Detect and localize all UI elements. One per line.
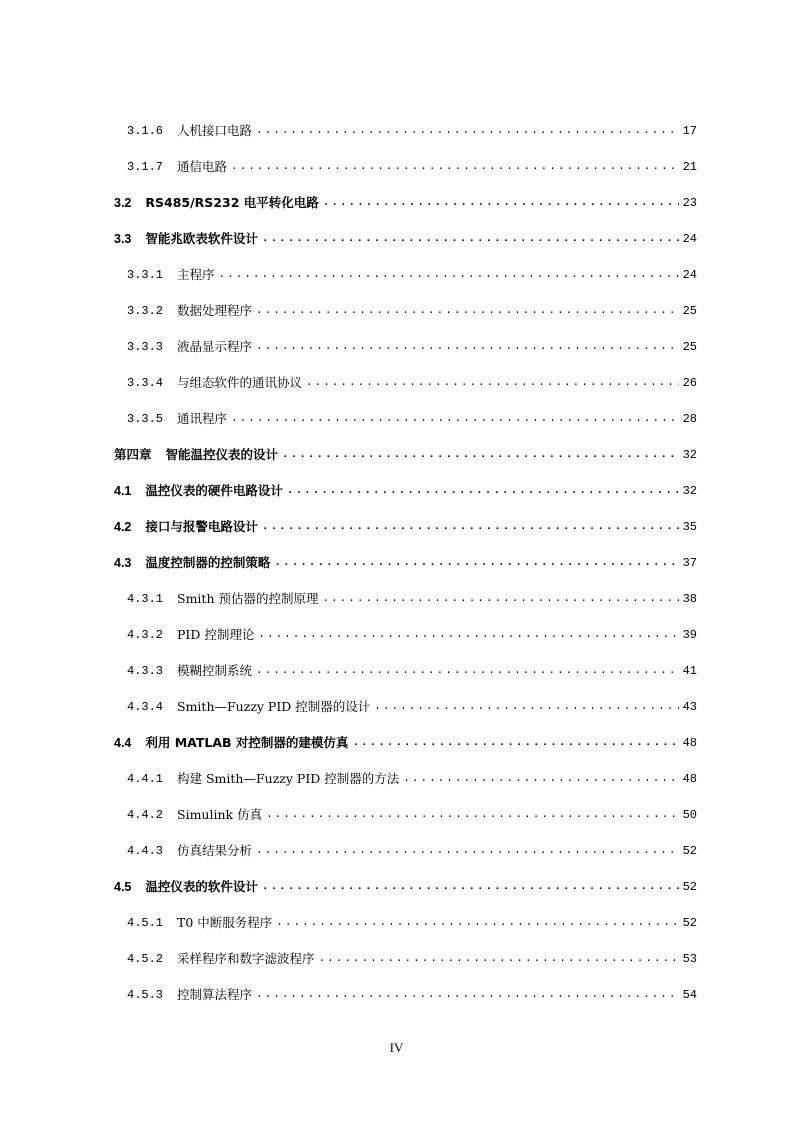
toc-entry[interactable] xyxy=(0,373,793,393)
toc-entry-content xyxy=(127,841,697,861)
toc-entry-content xyxy=(127,913,697,933)
toc-dot-leader xyxy=(256,301,679,321)
toc-page-number: 26 xyxy=(682,376,697,390)
toc-entry-content xyxy=(127,625,697,645)
toc-page-number: 25 xyxy=(682,304,697,318)
toc-page-number: 24 xyxy=(682,232,697,246)
toc-entry-content xyxy=(127,949,697,969)
toc-entry-content xyxy=(127,409,697,429)
toc-entry-content xyxy=(127,805,697,825)
toc-entry[interactable] xyxy=(0,409,793,429)
toc-page-number: 39 xyxy=(682,628,697,642)
toc-section-title: Smith 预估器的控制原理 xyxy=(177,591,319,606)
toc-entry-content xyxy=(114,877,697,897)
toc-section-title: 数据处理程序 xyxy=(177,303,253,318)
toc-entry-content xyxy=(114,445,697,465)
toc-entry[interactable] xyxy=(0,697,793,717)
toc-dot-leader xyxy=(231,409,679,429)
toc-entry[interactable] xyxy=(0,157,793,177)
toc-section-number: 3.3.2 xyxy=(127,304,164,318)
toc-entry[interactable] xyxy=(0,481,793,501)
toc-page-number: 28 xyxy=(682,412,697,426)
toc-entry-content xyxy=(127,121,697,141)
toc-entry-content xyxy=(127,337,697,357)
toc-section-title: T0 中断服务程序 xyxy=(177,915,273,930)
toc-dot-leader xyxy=(282,445,679,465)
toc-dot-leader xyxy=(352,733,678,753)
toc-entry[interactable] xyxy=(0,337,793,357)
toc-page-number: 52 xyxy=(682,880,697,894)
toc-page-number: 32 xyxy=(682,484,697,498)
toc-section-number: 4.5 xyxy=(114,880,132,894)
toc-entry-content xyxy=(114,193,697,213)
toc-page-number: 35 xyxy=(682,520,697,534)
toc-section-title: PID 控制理论 xyxy=(177,627,255,642)
toc-dot-leader xyxy=(287,481,679,501)
toc-dot-leader xyxy=(256,661,679,681)
toc-section-number: 4.5.2 xyxy=(127,952,164,966)
toc-page-number: 50 xyxy=(682,808,697,822)
toc-entry[interactable] xyxy=(0,589,793,609)
toc-page-number: 52 xyxy=(682,916,697,930)
toc-section-title: Simulink 仿真 xyxy=(177,807,263,822)
toc-entry-content xyxy=(127,589,697,609)
toc-section-title: 液晶显示程序 xyxy=(177,339,253,354)
toc-page-number: 23 xyxy=(682,196,697,210)
toc-section-number: 3.3 xyxy=(114,232,132,246)
toc-section-number: 3.1.6 xyxy=(127,124,164,138)
toc-dot-leader xyxy=(276,913,678,933)
page-number-footer: IV xyxy=(389,1040,404,1055)
toc-section-number: 4.4.3 xyxy=(127,844,164,858)
toc-entry[interactable] xyxy=(0,769,793,789)
toc-section-title: 构建 Smith—Fuzzy PID 控制器的方法 xyxy=(177,771,400,786)
toc-entry-content xyxy=(127,769,697,789)
toc-section-number: 4.3.3 xyxy=(127,664,164,678)
toc-section-number: 3.3.4 xyxy=(127,376,164,390)
toc-page-number: 17 xyxy=(682,124,697,138)
toc-section-title: 采样程序和数字滤波程序 xyxy=(177,951,315,966)
toc-dot-leader xyxy=(256,841,679,861)
toc-section-number: 4.3.1 xyxy=(127,592,164,606)
toc-entry-content xyxy=(114,517,697,537)
toc-section-title: 智能兆欧表软件设计 xyxy=(145,231,258,246)
toc-dot-leader xyxy=(323,193,679,213)
toc-section-title: 接口与报警电路设计 xyxy=(145,519,258,534)
toc-dot-leader xyxy=(258,625,678,645)
toc-entry[interactable] xyxy=(0,877,793,897)
toc-entry-content xyxy=(127,373,697,393)
toc-section-title: 智能温控仪表的设计 xyxy=(165,447,279,462)
toc-dot-leader xyxy=(306,373,679,393)
toc-entry-content xyxy=(127,985,697,1005)
toc-dot-leader xyxy=(374,697,678,717)
toc-entry[interactable] xyxy=(0,121,793,141)
toc-dot-leader xyxy=(256,121,679,141)
toc-section-title: 仿真结果分析 xyxy=(177,843,253,858)
toc-section-number: 4.1 xyxy=(114,484,132,498)
toc-entry-content xyxy=(127,301,697,321)
toc-page-number: 38 xyxy=(682,592,697,606)
toc-section-title: 与组态软件的通讯协议 xyxy=(177,375,303,390)
toc-section-title: 模糊控制系统 xyxy=(177,663,253,678)
toc-section-number: 4.2 xyxy=(114,520,132,534)
toc-dot-leader xyxy=(274,553,678,573)
toc-section-number: 3.3.1 xyxy=(127,268,164,282)
toc-entry-content xyxy=(114,481,697,501)
toc-page-number: 53 xyxy=(682,952,697,966)
toc-entry[interactable] xyxy=(0,553,793,573)
toc-section-number: 3.2 xyxy=(114,196,132,210)
toc-entry[interactable] xyxy=(0,913,793,933)
toc-dot-leader xyxy=(266,805,679,825)
toc-section-title: 控制算法程序 xyxy=(177,987,253,1002)
toc-page-number: 25 xyxy=(682,340,697,354)
toc-page-number: 37 xyxy=(682,556,697,570)
toc-dot-leader xyxy=(256,985,679,1005)
toc-entry-content xyxy=(127,661,697,681)
toc-section-number: 4.4 xyxy=(114,736,132,750)
toc-entry[interactable] xyxy=(0,661,793,681)
toc-entry[interactable] xyxy=(0,193,793,213)
toc-entry[interactable] xyxy=(0,265,793,285)
toc-section-title: 通信电路 xyxy=(177,159,228,174)
toc-section-title: 利用 MATLAB 对控制器的建模仿真 xyxy=(145,735,349,750)
toc-entry-content xyxy=(127,157,697,177)
toc-section-title: 通讯程序 xyxy=(177,411,228,426)
toc-page-number: 43 xyxy=(682,700,697,714)
toc-section-title: RS485/RS232 电平转化电路 xyxy=(145,195,319,210)
toc-entry[interactable] xyxy=(0,805,793,825)
toc-section-number: 3.3.3 xyxy=(127,340,164,354)
toc-section-title: 人机接口电路 xyxy=(177,123,253,138)
toc-entry[interactable] xyxy=(0,445,793,465)
toc-section-title: Smith—Fuzzy PID 控制器的设计 xyxy=(177,699,371,714)
toc-entry[interactable] xyxy=(0,733,793,753)
toc-section-title: 主程序 xyxy=(177,267,215,282)
toc-section-title: 温控仪表的软件设计 xyxy=(145,879,258,894)
toc-section-number: 4.4.2 xyxy=(127,808,164,822)
toc-section-number: 4.5.3 xyxy=(127,988,164,1002)
toc-dot-leader xyxy=(403,769,678,789)
toc-entry[interactable] xyxy=(0,229,793,249)
toc-page-number: 48 xyxy=(682,772,697,786)
toc-entry-content xyxy=(114,229,697,249)
toc-section-number: 4.5.1 xyxy=(127,916,164,930)
toc-section-number: 3.3.5 xyxy=(127,412,164,426)
toc-section-number: 4.3 xyxy=(114,556,132,570)
toc-section-number: 4.4.1 xyxy=(127,772,164,786)
toc-section-number: 4.3.2 xyxy=(127,628,164,642)
toc-entry-content xyxy=(114,733,697,753)
toc-page-number: 32 xyxy=(682,448,697,462)
toc-dot-leader xyxy=(262,877,679,897)
toc-dot-leader xyxy=(219,265,679,285)
toc-page-number: 54 xyxy=(682,988,697,1002)
toc-dot-leader xyxy=(319,949,679,969)
toc-entry[interactable] xyxy=(0,625,793,645)
toc-page-number: 21 xyxy=(682,160,697,174)
toc-section-number: 第四章 xyxy=(114,448,152,462)
toc-entry[interactable] xyxy=(0,985,793,1005)
toc-entry-content xyxy=(127,265,697,285)
toc-section-number: 3.1.7 xyxy=(127,160,164,174)
toc-dot-leader xyxy=(231,157,679,177)
toc-page-number: 41 xyxy=(682,664,697,678)
toc-entry-content xyxy=(114,553,697,573)
toc-page-number: 52 xyxy=(682,844,697,858)
toc-dot-leader xyxy=(256,337,679,357)
toc-section-title: 温度控制器的控制策略 xyxy=(145,555,271,570)
toc-page-number: 24 xyxy=(682,268,697,282)
toc-entry-content xyxy=(127,697,697,717)
toc-dot-leader xyxy=(322,589,678,609)
toc-entry[interactable] xyxy=(0,517,793,537)
toc-section-title: 温控仪表的硬件电路设计 xyxy=(145,483,283,498)
toc-entry[interactable] xyxy=(0,301,793,321)
toc-section-number: 4.3.4 xyxy=(127,700,164,714)
toc-dot-leader xyxy=(262,517,679,537)
toc-page-number: 48 xyxy=(682,736,697,750)
toc-entry[interactable] xyxy=(0,841,793,861)
toc-dot-leader xyxy=(262,229,679,249)
toc-entry[interactable] xyxy=(0,949,793,969)
